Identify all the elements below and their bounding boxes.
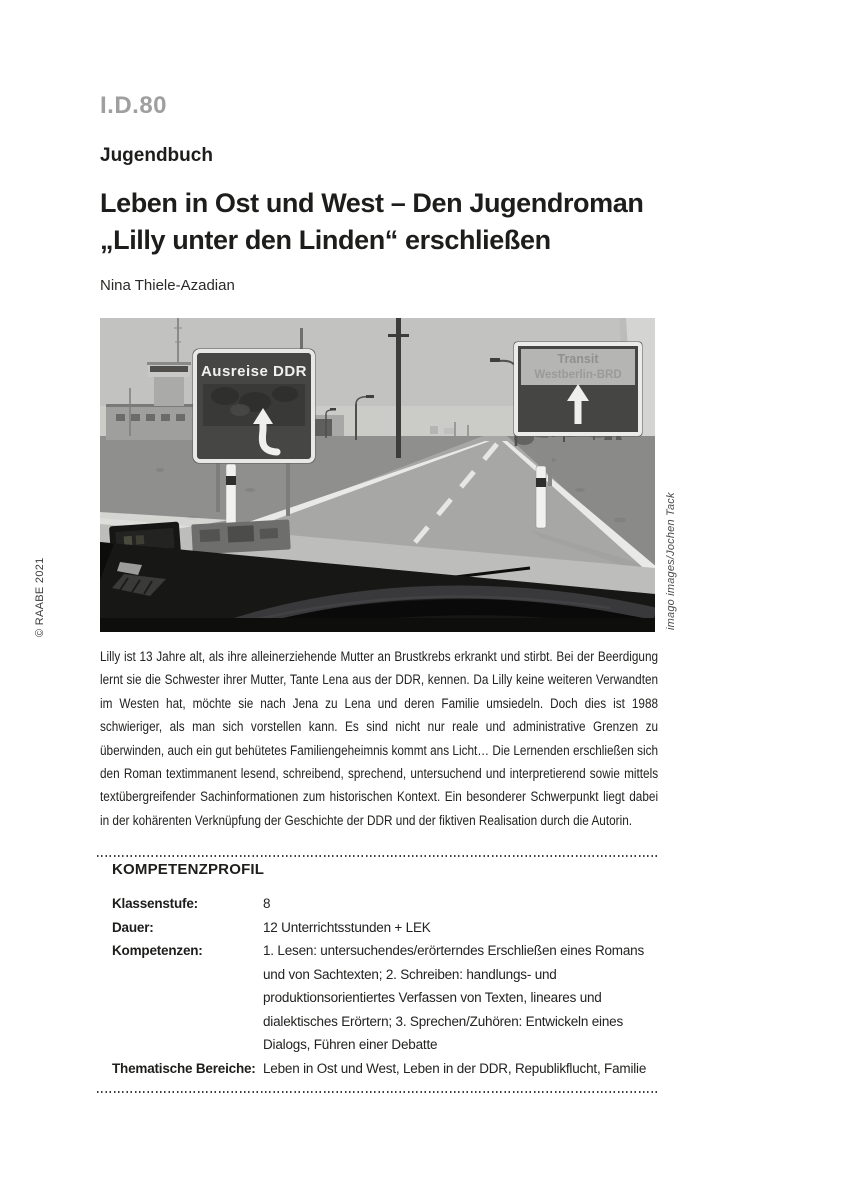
sign-left-label: Ausreise DDR [200, 363, 308, 380]
copyright-vertical-text: © RAABE 2021 [34, 557, 46, 637]
sign-right-label-line2: Westberlin-BRD [534, 369, 622, 381]
doc-code: I.D.80 [100, 92, 168, 119]
page-title [100, 185, 643, 259]
page-title-line1: Leben in Ost und West – Den Jugendroman [100, 188, 644, 218]
kompetenzprofil-heading: KOMPETENZPROFIL [112, 861, 265, 878]
delineator-post-right [536, 466, 546, 528]
dotted-divider-bottom [97, 1091, 658, 1094]
row-value-dauer: 12 Unterrichtsstunden + LEK [263, 919, 431, 935]
row-value-kompetenzen: 1. Lesen: untersuchendes/erörterndes Erschließen eines Romans und von Sachtexten; 2. Schreiben: handlungs- und produktionsorientiertes Verfassen von Texten, lineares und dialektisches Erörtern; 3. Sprechen/Zuhören: Entwickeln eines Dialogs, Führen einer Debatte [263, 943, 645, 1052]
kompetenzprofil-table [112, 892, 660, 1080]
border-crossing-photo [100, 318, 655, 632]
row-value-klassenstufe: 8 [263, 896, 271, 911]
delineator-post-left [226, 464, 236, 526]
dash-sticker [191, 519, 290, 554]
dotted-divider-top [97, 855, 658, 858]
row-label-kompetenzen: Kompetenzen: [112, 943, 203, 958]
author-name: Nina Thiele-Azadian [100, 277, 235, 294]
category-heading: Jugendbuch [100, 145, 213, 166]
intro-paragraph: Lilly ist 13 Jahre alt, als ihre alleinerziehende Mutter an Brustkrebs erkrankt und stirbt. Bei der Beerdigung lernt sie die Schwester ihrer Mutter, Tante Lena aus der DDR, kennen. Da Lilly keine weiteren Verwandten im Westen hat, möchte sie nach Jena zu Lena und deren Familie umsiedeln. Doch dies ist 1988 schwieriger, als man sich vorstellen kann. Es sind nicht nur reale und administrative Grenzen zu überwinden, auch ein gut behütetes Familiengeheimnis kommt ans Licht… Die Lernenden erschließen sich den Roman textimmanent lesend, schreibend, sprechend, untersuchend und interpretierend sowie mittels textübergreifender Sachinformationen zum historischen Kontext. Ein besonderer Schwerpunkt liegt dabei in der kohärenten Verknüpfung der Geschichte der DDR und der fiktiven Realisation durch die Autorin. [100, 649, 659, 828]
row-label-dauer: Dauer: [112, 919, 154, 935]
page-title-line2: „Lilly unter den Linden“ erschließen [100, 225, 551, 255]
row-value-thematische-bereiche: Leben in Ost und West, Leben in der DDR, Republikflucht, Familie [263, 1060, 647, 1076]
photo-credit-vertical-text: imago images/Jochen Tack [665, 492, 677, 630]
row-label-klassenstufe: Klassenstufe: [112, 896, 198, 911]
sign-right-label-line1: Transit [557, 352, 599, 366]
border-crossing-illustration [100, 318, 655, 632]
kompetenzprofil-section [112, 861, 660, 1080]
row-label-thematische-bereiche: Thematische Bereiche: [112, 1060, 256, 1076]
